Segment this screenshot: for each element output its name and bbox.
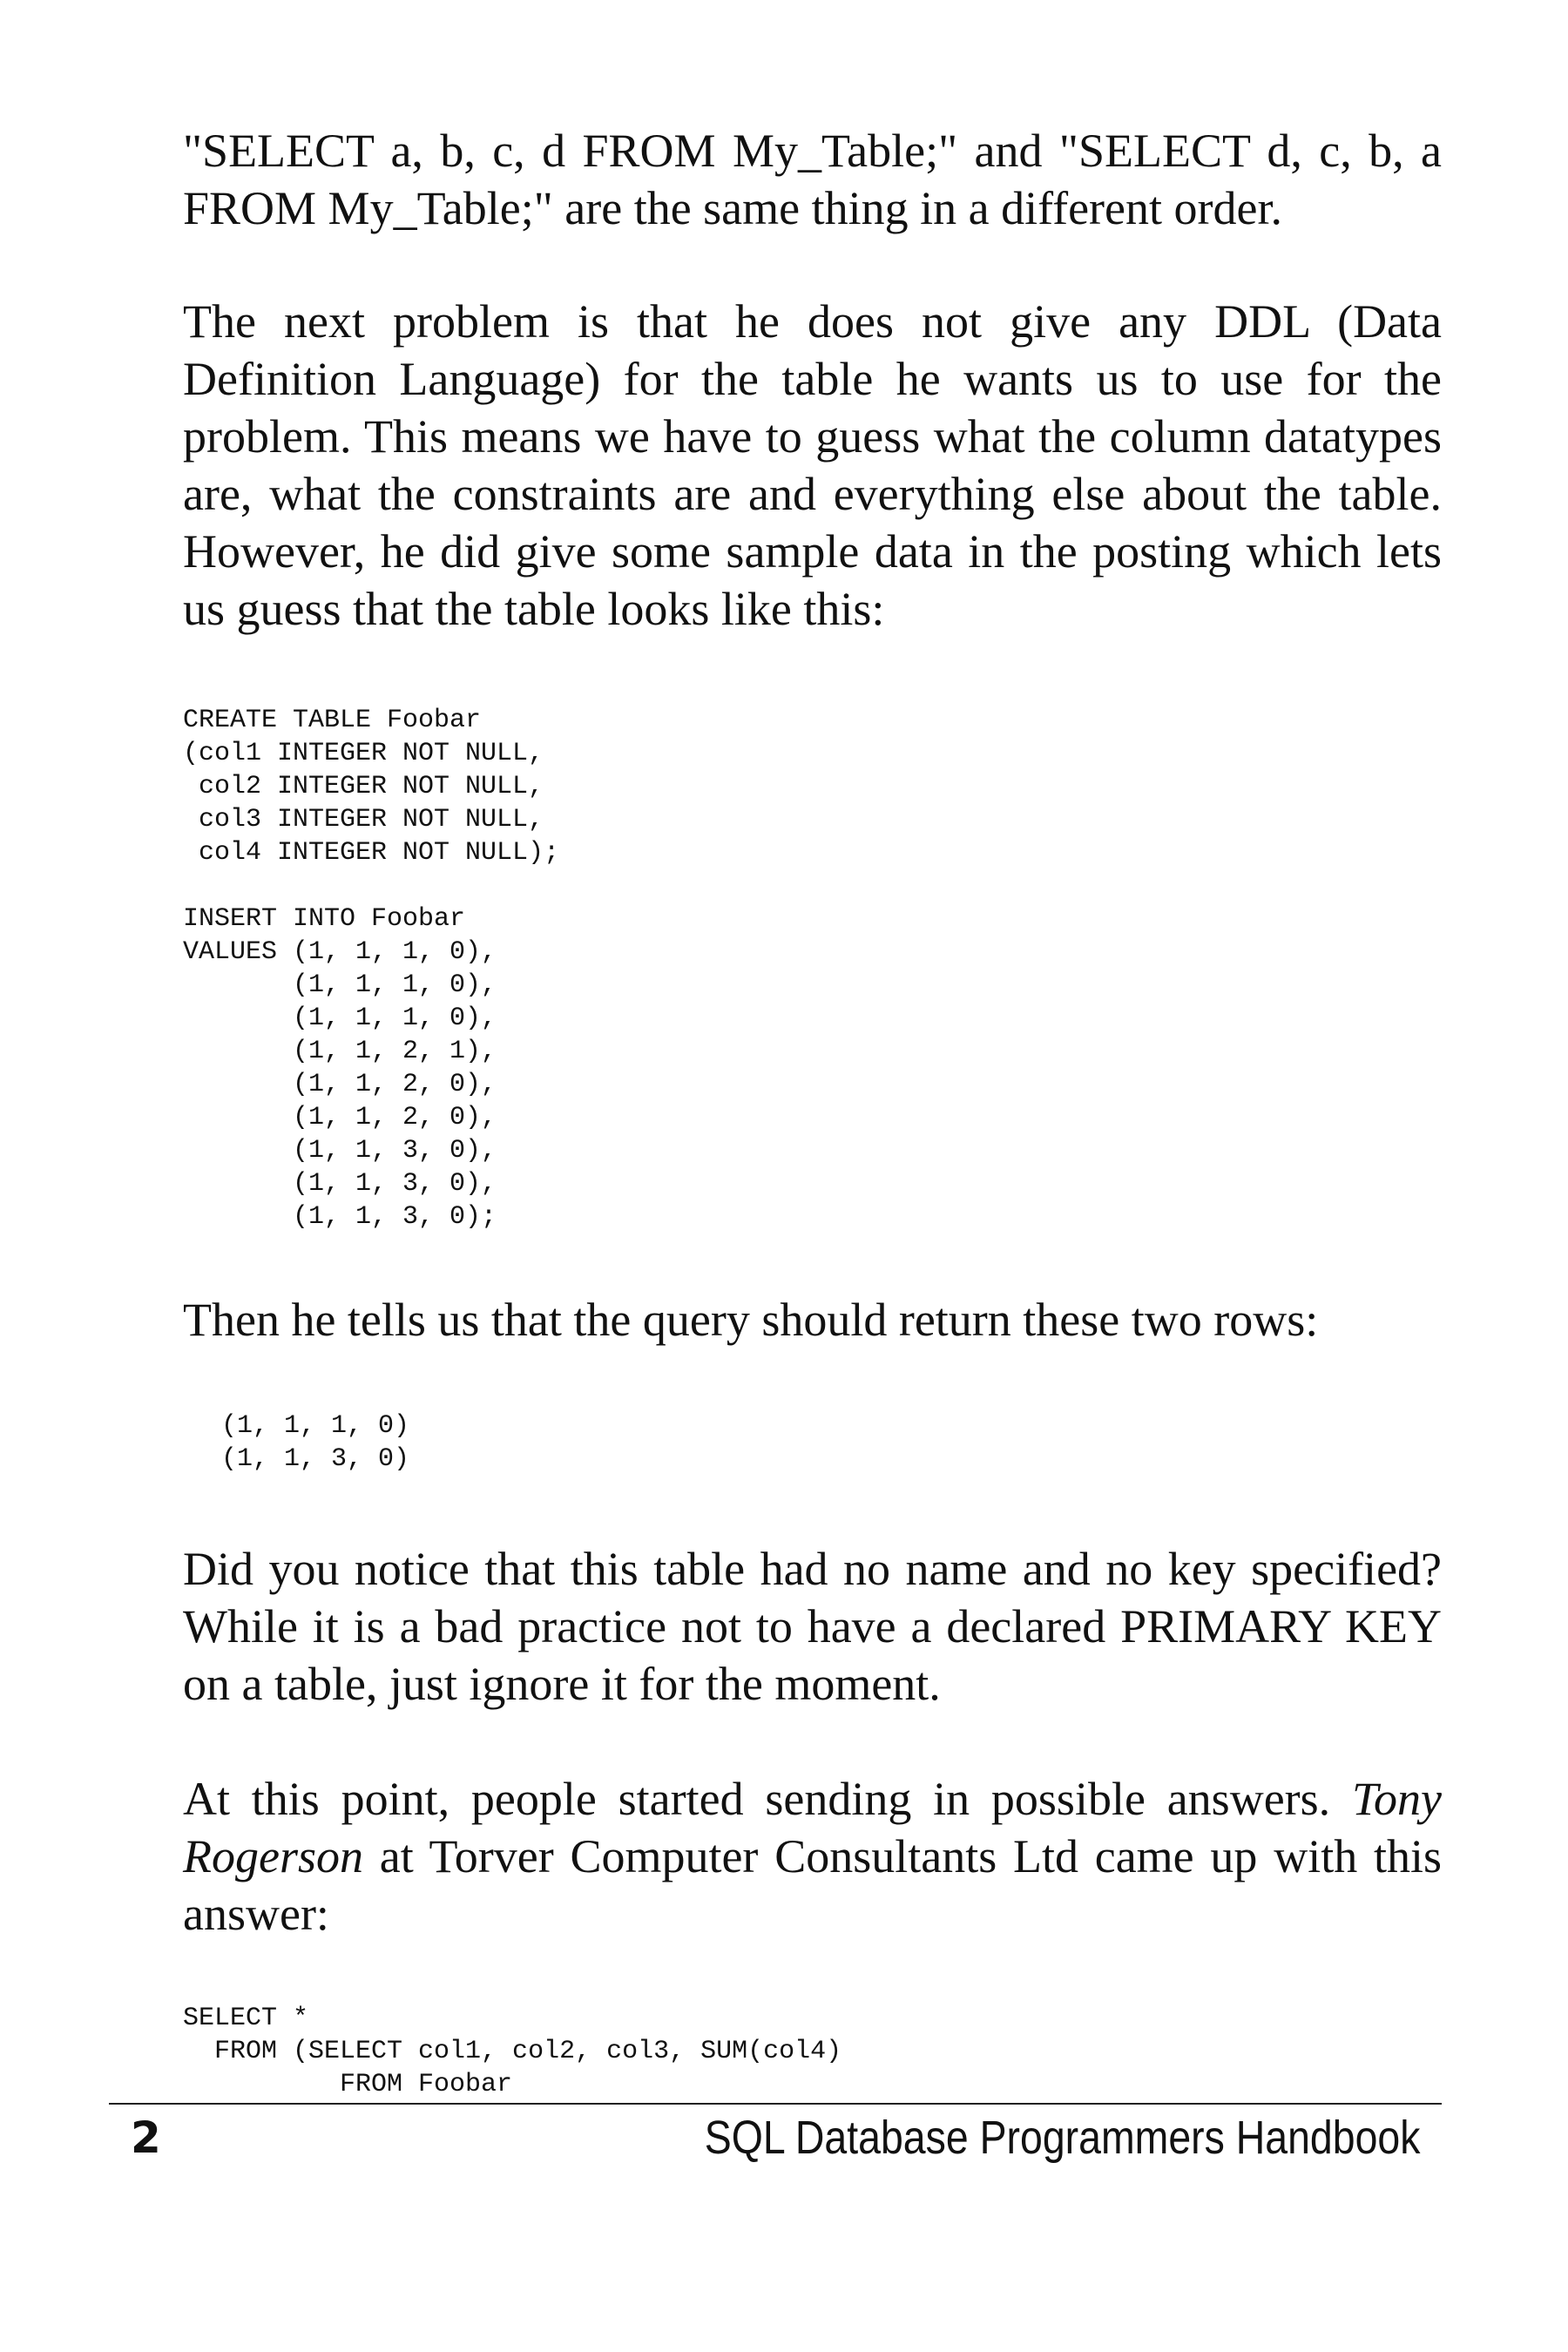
running-title: SQL Database Programmers Handbook — [704, 2112, 1420, 2164]
answers-intro-text: At this point, people started sending in possible answers. — [183, 1773, 1352, 1825]
paragraph-select-order: "SELECT a, b, c, d FROM My_Table;" and "SELECT d, c, b, a FROM My_Table;" are the same thing in a different order. — [183, 125, 1442, 234]
footer-divider — [109, 2103, 1442, 2105]
author-name: Tony Rogerson — [183, 1773, 1442, 1882]
code-result-rows: (1, 1, 1, 0) (1, 1, 3, 0) — [221, 1411, 410, 1474]
paragraph-answers — [183, 1770, 1442, 1943]
paragraph-expected-rows: Then he tells us that the query should return these two rows: — [183, 1294, 1319, 1346]
code-answer-query: SELECT * FROM (SELECT col1, col2, col3, SUM(col4) FROM Foobar — [183, 2004, 842, 2099]
code-insert-values: INSERT INTO Foobar VALUES (1, 1, 1, 0), (1, 1, 1, 0), (1, 1, 1, 0), (1, 1, 2, 1), (1, 1, 2, 0), (1, 1, 2, 0), (1, 1, 3, 0), (1, 1, 3, 0), (1, 1, 3, 0); — [183, 904, 497, 1232]
paragraph-ddl-problem: The next problem is that he does not give any DDL (Data Definition Language) for the table he wants us to use for the problem. This means we have to guess what the column datatypes are, what the constraints are and everything else about the table. However, he did give some sample data in the posting which lets us guess that the table looks like this: — [183, 295, 1442, 635]
paragraph-no-key: Did you notice that this table had no name and no key specified? While it is a bad practice not to have a declared PRIMARY KEY on a table, just ignore it for the moment. — [183, 1543, 1442, 1710]
page-number: 2 — [131, 2112, 161, 2163]
page-body — [183, 122, 1442, 2101]
code-create-table: CREATE TABLE Foobar (col1 INTEGER NOT NULL, col2 INTEGER NOT NULL, col3 INTEGER NOT NULL, col4 INTEGER NOT NULL); — [183, 706, 560, 868]
answers-outro-text: at Torver Computer Consultants Ltd came up with this answer: — [183, 1830, 1442, 1940]
